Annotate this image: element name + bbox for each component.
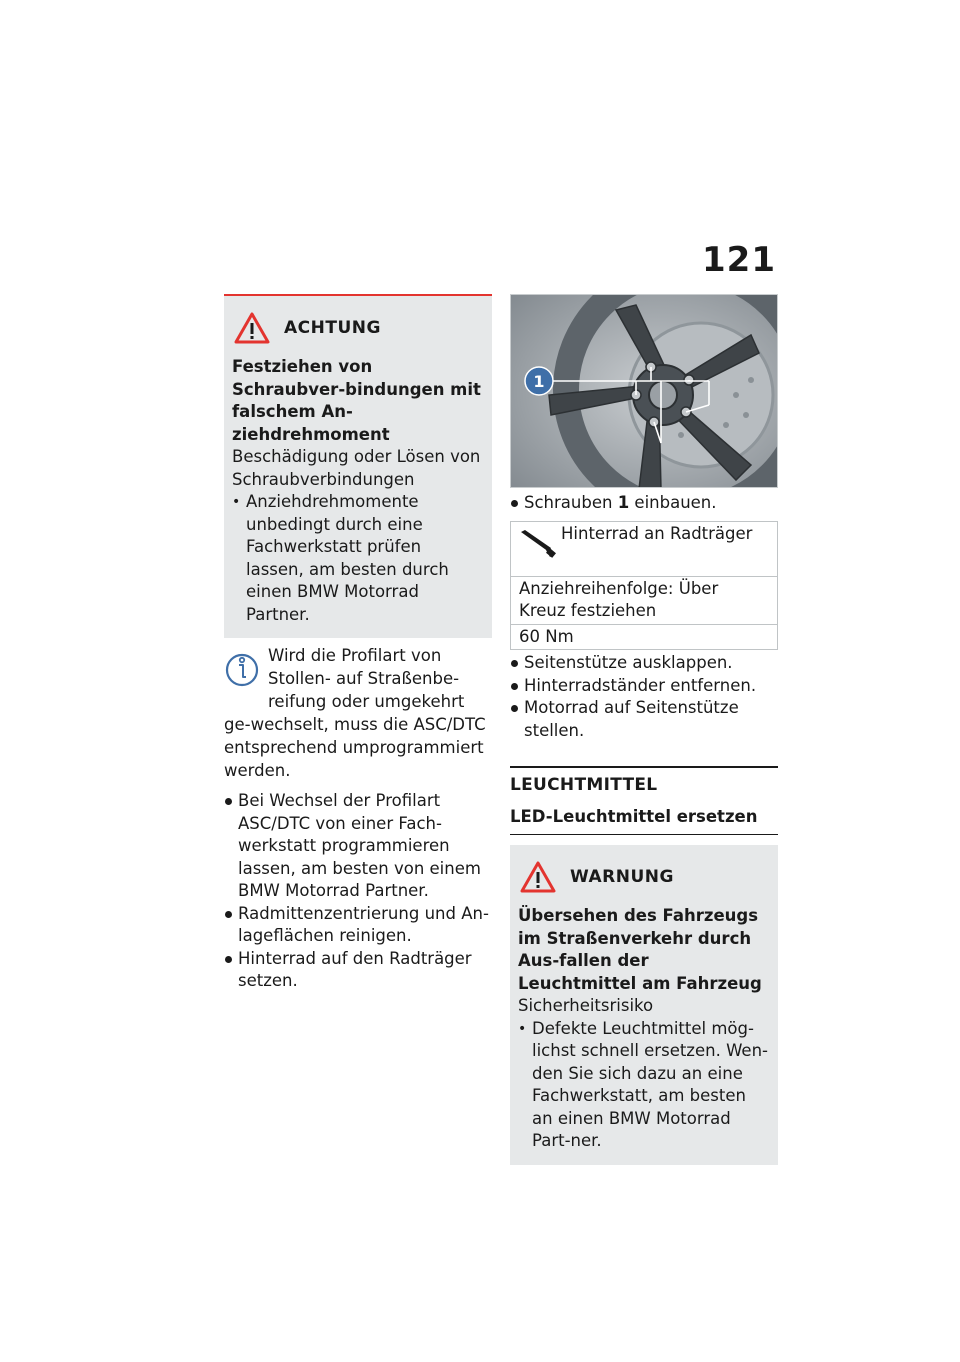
list-item: Hinterrad auf den Radträger setzen. (224, 948, 492, 993)
sub-title: LED-Leuchtmittel ersetzen (510, 804, 778, 835)
warnung-label: WARNUNG (570, 867, 674, 887)
list-item: Hinterradständer entfernen. (510, 675, 778, 698)
page-number: 121 (702, 240, 776, 280)
info-icon (224, 646, 264, 692)
achtung-box (224, 294, 492, 638)
spec-torque: 60 Nm (511, 624, 778, 650)
achtung-label: ACHTUNG (284, 318, 381, 338)
step-ref-number: 1 (617, 493, 630, 512)
achtung-header (232, 310, 484, 346)
achtung-list (232, 491, 484, 626)
achtung-title: Festziehen von Schraubver-bindungen mit falschem An-ziehdrehmoment (232, 357, 481, 444)
section-divider (510, 766, 778, 768)
list-item: Seitenstütze ausklappen. (510, 652, 778, 675)
list-item: Motorrad auf Seitenstütze stellen. (510, 697, 778, 742)
warnung-text: Sicherheitsrisiko (518, 996, 654, 1015)
right-column (510, 294, 778, 1165)
right-step-before (510, 492, 778, 515)
step-text-post: einbauen. (629, 493, 717, 512)
achtung-text: Beschädigung oder Lösen von Schraubverbindungen (232, 447, 481, 489)
info-text: Wird die Profilart von Stollen- auf Straßenbe-reifung oder umgekehrt ge-wechselt, muss die ASC/DTC entsprechend umprogrammiert werden. (224, 646, 486, 780)
warnung-header (518, 859, 770, 895)
left-column (224, 294, 492, 993)
list-item (510, 492, 778, 515)
wrench-icon (519, 528, 557, 558)
spec-sequence: Anziehreihenfolge: Über Kreuz festziehen (511, 576, 778, 624)
section-title: LEUCHTMITTEL (510, 775, 658, 795)
wheel-hub-photo (510, 294, 778, 488)
list-item: • Anziehdrehmomente unbedingt durch eine Fachwerkstatt prüfen lassen, am besten durch einen BMW Motorrad Partner. (232, 491, 484, 626)
warning-triangle-icon (234, 312, 270, 344)
step-text-pre: Schrauben (524, 493, 618, 512)
warnung-title: Übersehen des Fahrzeugs im Straßenverkehr durch Aus-fallen der Leuchtmittel am Fahrzeug (518, 906, 762, 993)
list-item: Bei Wechsel der Profilart ASC/DTC von einer Fach-werkstatt programmieren lassen, am besten von einem BMW Motorrad Partner. (224, 790, 492, 903)
warning-triangle-icon (520, 861, 556, 893)
photo-callout-1: 1 (533, 372, 545, 391)
list-item: • Defekte Leuchtmittel mög-lichst schnell ersetzen. Wen-den Sie sich dazu an eine Fachwerkstatt, am besten an einen BMW Motorrad Part-ner. (518, 1018, 770, 1153)
spec-title: Hinterrad an Radträger (561, 523, 753, 543)
wheel-illustration (511, 295, 778, 488)
spec-title-cell (511, 521, 778, 576)
right-steps-after (510, 652, 778, 742)
list-item: Radmittenzentrierung und An-lageflächen reinigen. (224, 903, 492, 948)
torque-spec-table (510, 521, 778, 651)
warnung-list (518, 1018, 770, 1153)
warnung-box (510, 845, 778, 1165)
left-steps (224, 790, 492, 993)
info-note (224, 644, 492, 782)
